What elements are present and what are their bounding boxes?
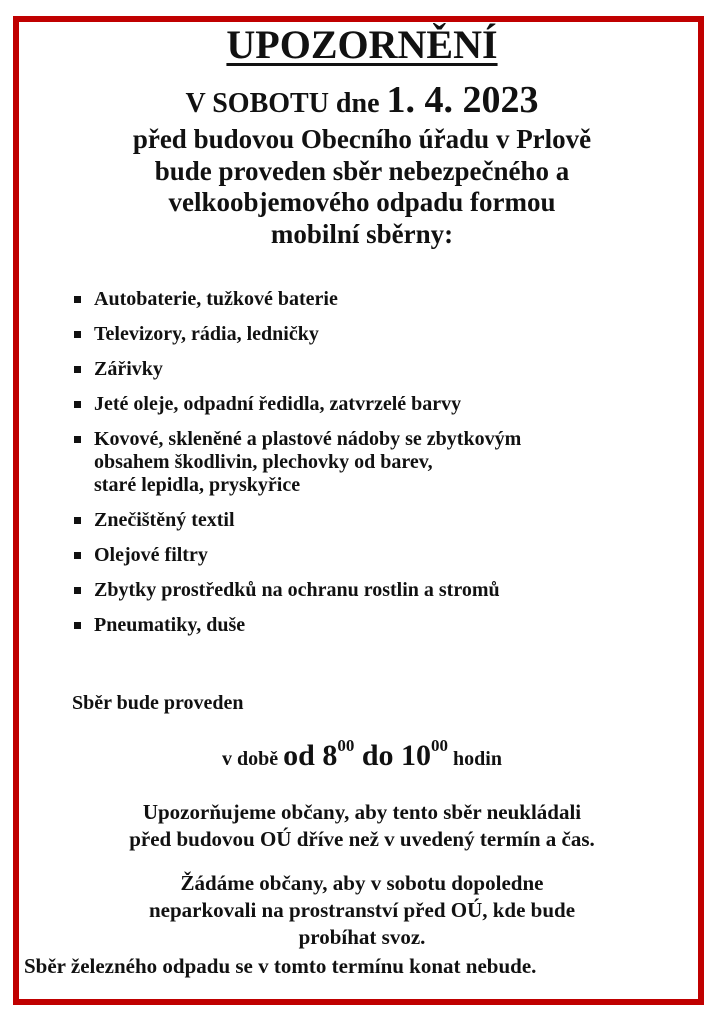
footer-note: Sběr železného odpadu se v tomto termínu konat nebude. [24,954,537,978]
intro-line: mobilní sběrny: [270,218,454,249]
request-line: probíhat svoz. [298,925,426,949]
list-item-text: Zbytky prostředků na ochranu rostlin a stromů [94,579,500,601]
event-date: 1. 4. 2023 [386,79,539,121]
request-line: neparkovali na prostranství před OÚ, kde bude [148,898,576,922]
intro-line: před budovou Obecního úřadu v Prlově [132,124,592,154]
list-item-text: staré lepidla, pryskyřice [94,474,301,496]
notice-title [0,22,724,68]
square-bullet-icon [74,622,81,629]
square-bullet-icon [74,436,81,443]
square-bullet-icon [74,331,81,338]
intro-paragraph [0,124,724,250]
waste-items-list [72,288,662,649]
collection-label: Sběr bude proveden [72,692,244,714]
list-item [72,358,662,381]
warning-line: před budovou OÚ dříve než v uvedený termín a čas. [129,827,595,851]
list-item [72,288,662,311]
list-item-text: Televizory, rádia, ledničky [94,323,319,345]
date-prefix: V SOBOTU dne [185,88,387,119]
list-item-text: Autobaterie, tužkové baterie [94,288,338,310]
list-item-text: Znečištěný textil [94,509,235,531]
square-bullet-icon [74,587,81,594]
warning-line: Upozorňujeme občany, aby tento sběr neukládali [142,800,582,824]
square-bullet-icon [74,366,81,373]
intro-line: bude proveden sběr nebezpečného a [154,155,570,186]
square-bullet-icon [74,552,81,559]
time-suffix: hodin [448,748,502,770]
time-to-hour: 10 [401,739,432,772]
list-item [72,323,662,346]
square-bullet-icon [74,296,81,303]
list-item-text: obsahem škodlivin, plechovky od barev, [94,451,433,473]
time-from-minutes: 00 [337,736,355,755]
collection-time [0,734,724,781]
list-item [72,614,662,637]
intro-line: velkoobjemového odpadu formou [168,187,556,217]
list-item-text: Kovové, skleněné a plastové nádoby se zbytkovým [94,428,522,450]
list-item [72,579,662,602]
time-from-hour: 8 [322,739,338,772]
list-item-text: Zářivky [94,358,163,380]
list-item-text: Olejové filtry [94,544,208,566]
time-to-word: do [354,739,402,772]
date-line [0,78,724,126]
square-bullet-icon [74,401,81,408]
list-item [72,393,662,416]
square-bullet-icon [74,517,81,524]
warning-paragraph [0,799,724,853]
list-item [72,428,662,497]
time-to-minutes: 00 [431,736,449,755]
time-from-word: od [283,739,323,772]
list-item-text: Pneumatiky, duše [94,614,246,636]
list-item [72,544,662,567]
time-prefix: v době [222,748,284,770]
notice-title-text: UPOZORNĚNÍ [226,22,498,67]
parking-request-paragraph [0,870,724,951]
list-item [72,509,662,532]
list-item-text: Jeté oleje, odpadní ředidla, zatvrzelé barvy [94,393,462,415]
request-line: Žádáme občany, aby v sobotu dopoledne [180,871,544,895]
